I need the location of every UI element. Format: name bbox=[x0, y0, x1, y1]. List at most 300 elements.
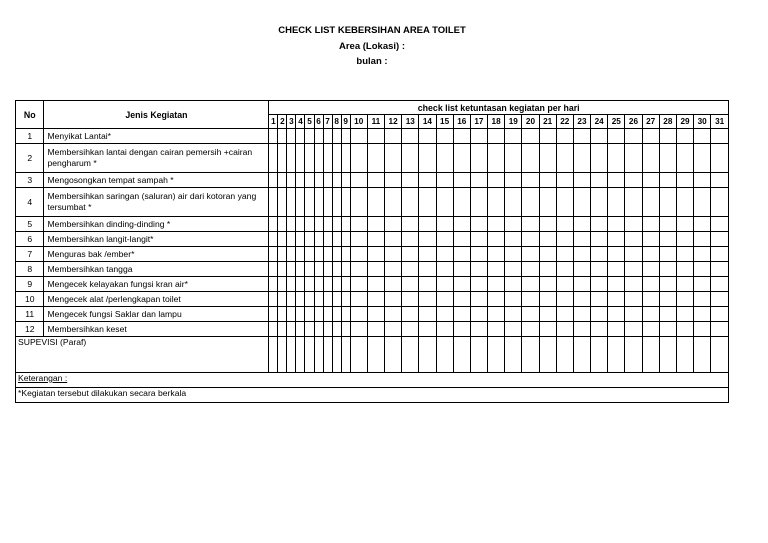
check-cell[interactable] bbox=[453, 262, 470, 277]
check-cell[interactable] bbox=[314, 129, 323, 144]
check-cell[interactable] bbox=[278, 247, 287, 262]
check-cell[interactable] bbox=[556, 232, 573, 247]
check-cell[interactable] bbox=[505, 277, 522, 292]
check-cell[interactable] bbox=[384, 277, 401, 292]
check-cell[interactable] bbox=[323, 144, 332, 173]
check-cell[interactable] bbox=[470, 322, 487, 337]
check-cell[interactable] bbox=[470, 277, 487, 292]
check-cell[interactable] bbox=[287, 277, 296, 292]
check-cell[interactable] bbox=[384, 322, 401, 337]
check-cell[interactable] bbox=[470, 232, 487, 247]
check-cell[interactable] bbox=[694, 232, 711, 247]
check-cell[interactable] bbox=[591, 144, 608, 173]
check-cell[interactable] bbox=[332, 322, 341, 337]
check-cell[interactable] bbox=[296, 277, 305, 292]
check-cell[interactable] bbox=[296, 129, 305, 144]
check-cell[interactable] bbox=[314, 232, 323, 247]
check-cell[interactable] bbox=[659, 129, 676, 144]
check-cell[interactable] bbox=[453, 188, 470, 217]
check-cell[interactable] bbox=[287, 217, 296, 232]
check-cell[interactable] bbox=[384, 144, 401, 173]
check-cell[interactable] bbox=[367, 173, 384, 188]
check-cell[interactable] bbox=[522, 217, 539, 232]
check-cell[interactable] bbox=[608, 322, 625, 337]
check-cell[interactable] bbox=[625, 262, 642, 277]
check-cell[interactable] bbox=[556, 173, 573, 188]
check-cell[interactable] bbox=[642, 232, 659, 247]
check-cell[interactable] bbox=[573, 307, 590, 322]
paraf-cell[interactable] bbox=[625, 337, 642, 373]
check-cell[interactable] bbox=[694, 307, 711, 322]
check-cell[interactable] bbox=[402, 262, 419, 277]
check-cell[interactable] bbox=[694, 247, 711, 262]
check-cell[interactable] bbox=[341, 292, 350, 307]
check-cell[interactable] bbox=[323, 262, 332, 277]
check-cell[interactable] bbox=[367, 322, 384, 337]
check-cell[interactable] bbox=[488, 173, 505, 188]
check-cell[interactable] bbox=[625, 247, 642, 262]
check-cell[interactable] bbox=[436, 277, 453, 292]
check-cell[interactable] bbox=[314, 277, 323, 292]
check-cell[interactable] bbox=[287, 173, 296, 188]
check-cell[interactable] bbox=[694, 188, 711, 217]
check-cell[interactable] bbox=[384, 292, 401, 307]
check-cell[interactable] bbox=[269, 188, 278, 217]
check-cell[interactable] bbox=[711, 307, 729, 322]
paraf-cell[interactable] bbox=[402, 337, 419, 373]
check-cell[interactable] bbox=[625, 232, 642, 247]
check-cell[interactable] bbox=[453, 144, 470, 173]
check-cell[interactable] bbox=[539, 262, 556, 277]
check-cell[interactable] bbox=[556, 144, 573, 173]
paraf-cell[interactable] bbox=[659, 337, 676, 373]
check-cell[interactable] bbox=[608, 232, 625, 247]
paraf-cell[interactable] bbox=[305, 337, 314, 373]
check-cell[interactable] bbox=[287, 247, 296, 262]
check-cell[interactable] bbox=[350, 307, 367, 322]
check-cell[interactable] bbox=[278, 232, 287, 247]
check-cell[interactable] bbox=[522, 232, 539, 247]
check-cell[interactable] bbox=[296, 173, 305, 188]
check-cell[interactable] bbox=[436, 232, 453, 247]
check-cell[interactable] bbox=[278, 144, 287, 173]
check-cell[interactable] bbox=[539, 247, 556, 262]
check-cell[interactable] bbox=[341, 262, 350, 277]
paraf-cell[interactable] bbox=[694, 337, 711, 373]
check-cell[interactable] bbox=[402, 247, 419, 262]
check-cell[interactable] bbox=[711, 277, 729, 292]
check-cell[interactable] bbox=[402, 322, 419, 337]
check-cell[interactable] bbox=[350, 247, 367, 262]
check-cell[interactable] bbox=[505, 232, 522, 247]
check-cell[interactable] bbox=[350, 129, 367, 144]
paraf-cell[interactable] bbox=[296, 337, 305, 373]
check-cell[interactable] bbox=[436, 173, 453, 188]
check-cell[interactable] bbox=[539, 144, 556, 173]
check-cell[interactable] bbox=[332, 188, 341, 217]
check-cell[interactable] bbox=[556, 277, 573, 292]
check-cell[interactable] bbox=[314, 262, 323, 277]
check-cell[interactable] bbox=[573, 292, 590, 307]
check-cell[interactable] bbox=[287, 129, 296, 144]
check-cell[interactable] bbox=[711, 144, 729, 173]
check-cell[interactable] bbox=[323, 277, 332, 292]
paraf-cell[interactable] bbox=[676, 337, 693, 373]
check-cell[interactable] bbox=[470, 144, 487, 173]
paraf-cell[interactable] bbox=[608, 337, 625, 373]
check-cell[interactable] bbox=[436, 188, 453, 217]
check-cell[interactable] bbox=[659, 232, 676, 247]
check-cell[interactable] bbox=[402, 129, 419, 144]
check-cell[interactable] bbox=[305, 322, 314, 337]
check-cell[interactable] bbox=[384, 247, 401, 262]
check-cell[interactable] bbox=[642, 247, 659, 262]
check-cell[interactable] bbox=[419, 173, 436, 188]
check-cell[interactable] bbox=[341, 232, 350, 247]
check-cell[interactable] bbox=[539, 307, 556, 322]
check-cell[interactable] bbox=[269, 247, 278, 262]
check-cell[interactable] bbox=[625, 144, 642, 173]
check-cell[interactable] bbox=[269, 322, 278, 337]
check-cell[interactable] bbox=[323, 173, 332, 188]
check-cell[interactable] bbox=[419, 247, 436, 262]
check-cell[interactable] bbox=[608, 217, 625, 232]
check-cell[interactable] bbox=[711, 247, 729, 262]
paraf-cell[interactable] bbox=[419, 337, 436, 373]
check-cell[interactable] bbox=[591, 322, 608, 337]
check-cell[interactable] bbox=[505, 292, 522, 307]
check-cell[interactable] bbox=[642, 217, 659, 232]
check-cell[interactable] bbox=[539, 129, 556, 144]
check-cell[interactable] bbox=[296, 188, 305, 217]
check-cell[interactable] bbox=[488, 322, 505, 337]
check-cell[interactable] bbox=[269, 307, 278, 322]
paraf-cell[interactable] bbox=[436, 337, 453, 373]
check-cell[interactable] bbox=[332, 292, 341, 307]
check-cell[interactable] bbox=[659, 247, 676, 262]
check-cell[interactable] bbox=[402, 277, 419, 292]
check-cell[interactable] bbox=[384, 262, 401, 277]
check-cell[interactable] bbox=[296, 232, 305, 247]
check-cell[interactable] bbox=[350, 322, 367, 337]
check-cell[interactable] bbox=[367, 277, 384, 292]
check-cell[interactable] bbox=[711, 262, 729, 277]
check-cell[interactable] bbox=[539, 277, 556, 292]
check-cell[interactable] bbox=[384, 307, 401, 322]
check-cell[interactable] bbox=[436, 217, 453, 232]
check-cell[interactable] bbox=[296, 247, 305, 262]
check-cell[interactable] bbox=[453, 307, 470, 322]
check-cell[interactable] bbox=[676, 173, 693, 188]
check-cell[interactable] bbox=[676, 307, 693, 322]
check-cell[interactable] bbox=[573, 277, 590, 292]
check-cell[interactable] bbox=[269, 144, 278, 173]
paraf-cell[interactable] bbox=[269, 337, 278, 373]
check-cell[interactable] bbox=[505, 247, 522, 262]
check-cell[interactable] bbox=[314, 247, 323, 262]
check-cell[interactable] bbox=[287, 232, 296, 247]
check-cell[interactable] bbox=[367, 262, 384, 277]
paraf-cell[interactable] bbox=[488, 337, 505, 373]
check-cell[interactable] bbox=[694, 322, 711, 337]
check-cell[interactable] bbox=[296, 217, 305, 232]
check-cell[interactable] bbox=[591, 129, 608, 144]
check-cell[interactable] bbox=[350, 173, 367, 188]
paraf-cell[interactable] bbox=[573, 337, 590, 373]
check-cell[interactable] bbox=[470, 188, 487, 217]
check-cell[interactable] bbox=[341, 129, 350, 144]
check-cell[interactable] bbox=[314, 217, 323, 232]
check-cell[interactable] bbox=[287, 307, 296, 322]
check-cell[interactable] bbox=[367, 144, 384, 173]
check-cell[interactable] bbox=[278, 307, 287, 322]
check-cell[interactable] bbox=[419, 188, 436, 217]
check-cell[interactable] bbox=[323, 292, 332, 307]
check-cell[interactable] bbox=[323, 217, 332, 232]
check-cell[interactable] bbox=[323, 247, 332, 262]
check-cell[interactable] bbox=[402, 232, 419, 247]
check-cell[interactable] bbox=[384, 232, 401, 247]
check-cell[interactable] bbox=[522, 144, 539, 173]
paraf-cell[interactable] bbox=[505, 337, 522, 373]
check-cell[interactable] bbox=[676, 277, 693, 292]
check-cell[interactable] bbox=[522, 322, 539, 337]
check-cell[interactable] bbox=[453, 322, 470, 337]
check-cell[interactable] bbox=[505, 129, 522, 144]
check-cell[interactable] bbox=[323, 307, 332, 322]
check-cell[interactable] bbox=[539, 188, 556, 217]
check-cell[interactable] bbox=[659, 307, 676, 322]
check-cell[interactable] bbox=[522, 188, 539, 217]
check-cell[interactable] bbox=[659, 217, 676, 232]
check-cell[interactable] bbox=[642, 292, 659, 307]
check-cell[interactable] bbox=[305, 232, 314, 247]
check-cell[interactable] bbox=[711, 322, 729, 337]
check-cell[interactable] bbox=[694, 292, 711, 307]
check-cell[interactable] bbox=[505, 262, 522, 277]
check-cell[interactable] bbox=[711, 232, 729, 247]
check-cell[interactable] bbox=[642, 262, 659, 277]
check-cell[interactable] bbox=[269, 217, 278, 232]
check-cell[interactable] bbox=[314, 322, 323, 337]
check-cell[interactable] bbox=[505, 144, 522, 173]
paraf-cell[interactable] bbox=[470, 337, 487, 373]
check-cell[interactable] bbox=[350, 232, 367, 247]
check-cell[interactable] bbox=[269, 232, 278, 247]
check-cell[interactable] bbox=[676, 247, 693, 262]
check-cell[interactable] bbox=[522, 247, 539, 262]
check-cell[interactable] bbox=[453, 173, 470, 188]
paraf-cell[interactable] bbox=[642, 337, 659, 373]
check-cell[interactable] bbox=[314, 144, 323, 173]
paraf-cell[interactable] bbox=[522, 337, 539, 373]
check-cell[interactable] bbox=[522, 173, 539, 188]
check-cell[interactable] bbox=[625, 188, 642, 217]
check-cell[interactable] bbox=[436, 129, 453, 144]
check-cell[interactable] bbox=[287, 292, 296, 307]
check-cell[interactable] bbox=[332, 262, 341, 277]
check-cell[interactable] bbox=[642, 129, 659, 144]
check-cell[interactable] bbox=[659, 144, 676, 173]
check-cell[interactable] bbox=[488, 247, 505, 262]
check-cell[interactable] bbox=[470, 262, 487, 277]
check-cell[interactable] bbox=[419, 277, 436, 292]
check-cell[interactable] bbox=[642, 277, 659, 292]
check-cell[interactable] bbox=[522, 292, 539, 307]
check-cell[interactable] bbox=[296, 262, 305, 277]
check-cell[interactable] bbox=[522, 262, 539, 277]
check-cell[interactable] bbox=[350, 144, 367, 173]
check-cell[interactable] bbox=[591, 292, 608, 307]
check-cell[interactable] bbox=[573, 232, 590, 247]
check-cell[interactable] bbox=[539, 292, 556, 307]
check-cell[interactable] bbox=[278, 217, 287, 232]
check-cell[interactable] bbox=[278, 188, 287, 217]
check-cell[interactable] bbox=[453, 217, 470, 232]
check-cell[interactable] bbox=[350, 262, 367, 277]
check-cell[interactable] bbox=[505, 217, 522, 232]
check-cell[interactable] bbox=[341, 277, 350, 292]
check-cell[interactable] bbox=[436, 322, 453, 337]
check-cell[interactable] bbox=[332, 307, 341, 322]
check-cell[interactable] bbox=[453, 232, 470, 247]
check-cell[interactable] bbox=[608, 173, 625, 188]
paraf-cell[interactable] bbox=[350, 337, 367, 373]
check-cell[interactable] bbox=[470, 307, 487, 322]
check-cell[interactable] bbox=[711, 217, 729, 232]
check-cell[interactable] bbox=[556, 129, 573, 144]
check-cell[interactable] bbox=[269, 262, 278, 277]
check-cell[interactable] bbox=[323, 188, 332, 217]
check-cell[interactable] bbox=[453, 247, 470, 262]
check-cell[interactable] bbox=[591, 217, 608, 232]
check-cell[interactable] bbox=[419, 144, 436, 173]
check-cell[interactable] bbox=[305, 262, 314, 277]
check-cell[interactable] bbox=[642, 307, 659, 322]
check-cell[interactable] bbox=[659, 188, 676, 217]
check-cell[interactable] bbox=[676, 322, 693, 337]
check-cell[interactable] bbox=[367, 217, 384, 232]
check-cell[interactable] bbox=[278, 129, 287, 144]
check-cell[interactable] bbox=[573, 262, 590, 277]
check-cell[interactable] bbox=[608, 277, 625, 292]
check-cell[interactable] bbox=[488, 277, 505, 292]
check-cell[interactable] bbox=[591, 188, 608, 217]
check-cell[interactable] bbox=[591, 262, 608, 277]
check-cell[interactable] bbox=[694, 173, 711, 188]
check-cell[interactable] bbox=[573, 247, 590, 262]
check-cell[interactable] bbox=[419, 232, 436, 247]
check-cell[interactable] bbox=[296, 144, 305, 173]
check-cell[interactable] bbox=[642, 173, 659, 188]
check-cell[interactable] bbox=[402, 173, 419, 188]
check-cell[interactable] bbox=[278, 262, 287, 277]
check-cell[interactable] bbox=[323, 129, 332, 144]
check-cell[interactable] bbox=[591, 277, 608, 292]
check-cell[interactable] bbox=[278, 322, 287, 337]
check-cell[interactable] bbox=[556, 247, 573, 262]
check-cell[interactable] bbox=[350, 188, 367, 217]
check-cell[interactable] bbox=[608, 292, 625, 307]
check-cell[interactable] bbox=[305, 129, 314, 144]
check-cell[interactable] bbox=[676, 232, 693, 247]
check-cell[interactable] bbox=[332, 173, 341, 188]
check-cell[interactable] bbox=[676, 129, 693, 144]
check-cell[interactable] bbox=[453, 277, 470, 292]
check-cell[interactable] bbox=[332, 247, 341, 262]
paraf-cell[interactable] bbox=[591, 337, 608, 373]
check-cell[interactable] bbox=[556, 322, 573, 337]
check-cell[interactable] bbox=[642, 144, 659, 173]
check-cell[interactable] bbox=[314, 292, 323, 307]
check-cell[interactable] bbox=[625, 322, 642, 337]
check-cell[interactable] bbox=[522, 129, 539, 144]
check-cell[interactable] bbox=[278, 173, 287, 188]
check-cell[interactable] bbox=[287, 144, 296, 173]
check-cell[interactable] bbox=[539, 173, 556, 188]
check-cell[interactable] bbox=[539, 217, 556, 232]
check-cell[interactable] bbox=[384, 188, 401, 217]
check-cell[interactable] bbox=[676, 217, 693, 232]
check-cell[interactable] bbox=[332, 129, 341, 144]
check-cell[interactable] bbox=[367, 307, 384, 322]
check-cell[interactable] bbox=[367, 232, 384, 247]
check-cell[interactable] bbox=[676, 292, 693, 307]
check-cell[interactable] bbox=[642, 188, 659, 217]
check-cell[interactable] bbox=[419, 322, 436, 337]
check-cell[interactable] bbox=[711, 129, 729, 144]
check-cell[interactable] bbox=[305, 292, 314, 307]
check-cell[interactable] bbox=[470, 217, 487, 232]
paraf-cell[interactable] bbox=[314, 337, 323, 373]
check-cell[interactable] bbox=[659, 292, 676, 307]
check-cell[interactable] bbox=[269, 292, 278, 307]
check-cell[interactable] bbox=[287, 188, 296, 217]
check-cell[interactable] bbox=[305, 277, 314, 292]
check-cell[interactable] bbox=[694, 277, 711, 292]
check-cell[interactable] bbox=[470, 247, 487, 262]
check-cell[interactable] bbox=[296, 307, 305, 322]
paraf-cell[interactable] bbox=[711, 337, 729, 373]
check-cell[interactable] bbox=[384, 173, 401, 188]
check-cell[interactable] bbox=[556, 188, 573, 217]
check-cell[interactable] bbox=[522, 307, 539, 322]
check-cell[interactable] bbox=[350, 292, 367, 307]
check-cell[interactable] bbox=[556, 262, 573, 277]
check-cell[interactable] bbox=[341, 247, 350, 262]
check-cell[interactable] bbox=[505, 307, 522, 322]
check-cell[interactable] bbox=[694, 217, 711, 232]
check-cell[interactable] bbox=[341, 322, 350, 337]
check-cell[interactable] bbox=[642, 322, 659, 337]
check-cell[interactable] bbox=[402, 307, 419, 322]
check-cell[interactable] bbox=[659, 173, 676, 188]
check-cell[interactable] bbox=[608, 188, 625, 217]
check-cell[interactable] bbox=[625, 307, 642, 322]
check-cell[interactable] bbox=[488, 232, 505, 247]
check-cell[interactable] bbox=[305, 188, 314, 217]
paraf-cell[interactable] bbox=[341, 337, 350, 373]
check-cell[interactable] bbox=[608, 262, 625, 277]
check-cell[interactable] bbox=[402, 292, 419, 307]
check-cell[interactable] bbox=[305, 173, 314, 188]
check-cell[interactable] bbox=[573, 173, 590, 188]
check-cell[interactable] bbox=[591, 232, 608, 247]
check-cell[interactable] bbox=[694, 262, 711, 277]
check-cell[interactable] bbox=[625, 173, 642, 188]
check-cell[interactable] bbox=[269, 173, 278, 188]
check-cell[interactable] bbox=[659, 262, 676, 277]
